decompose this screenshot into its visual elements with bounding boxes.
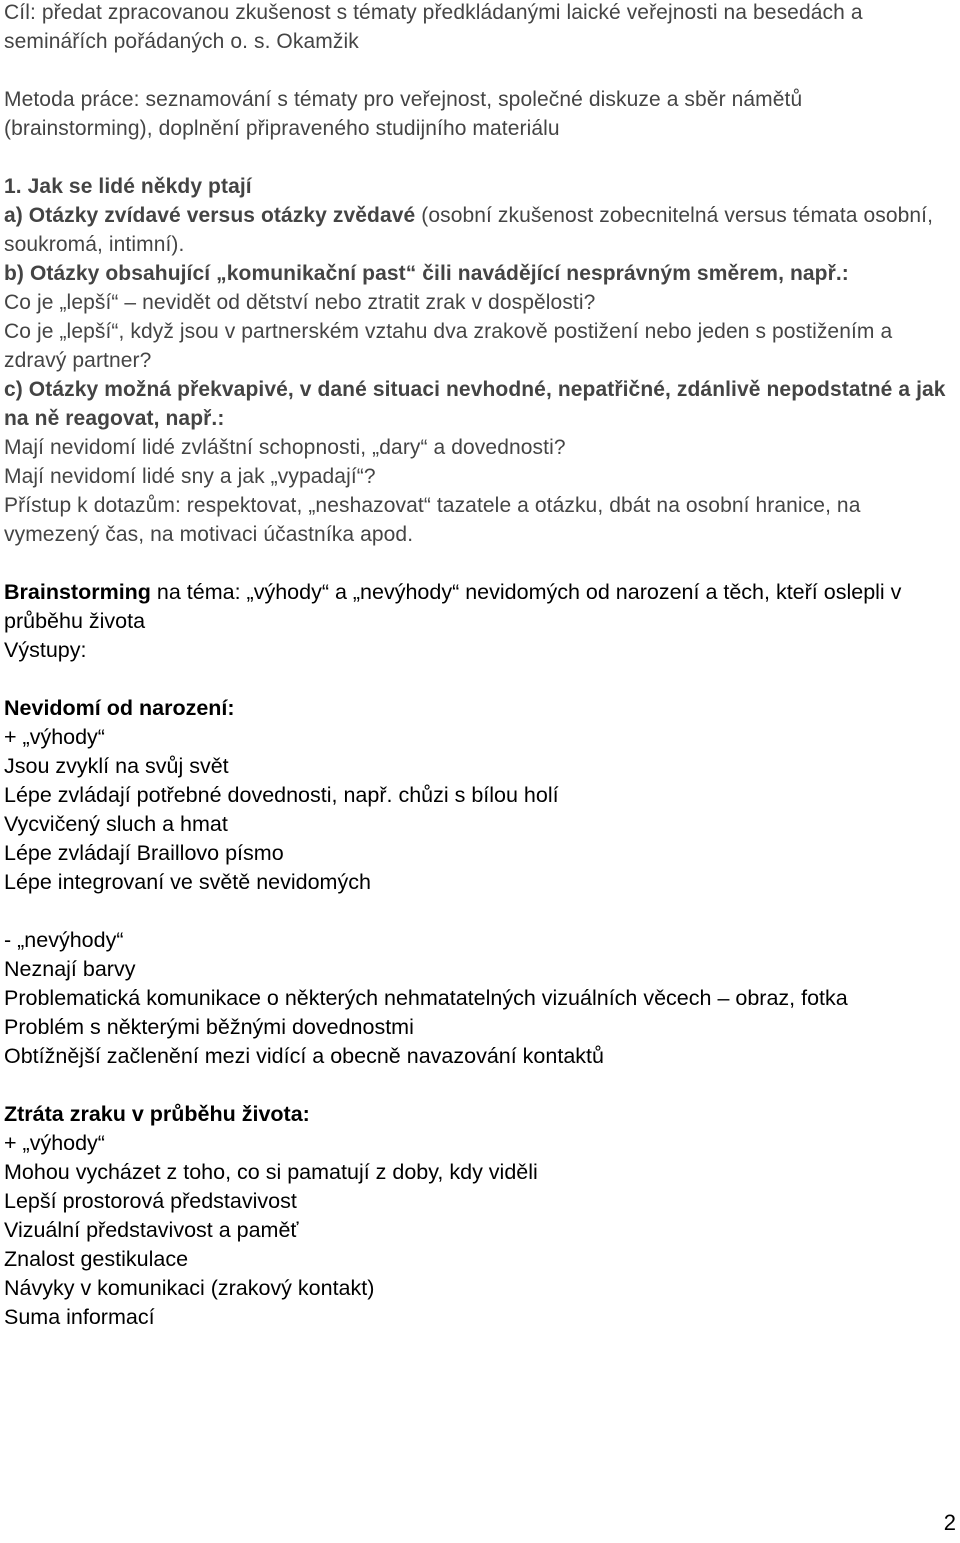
born-blind-disadvantages — [4, 926, 956, 1071]
method-paragraph — [4, 85, 956, 143]
brainstorming-text — [4, 578, 956, 636]
list-item: Jsou zvyklí na svůj svět — [4, 754, 229, 778]
question-type-a-title: a) Otázky zvídavé versus otázky zvědavé — [4, 204, 416, 227]
goal-label: Cíl: — [4, 1, 36, 24]
goal-text: předat zpracovanou zkušenost s tématy předkládanými laické veřejnosti na besedách a seminářích pořádaných o. s. Okamžik — [4, 1, 863, 53]
access-to-questions: Přístup k dotazům: respektovat, „neshazovat“ tazatele a otázku, dbát na osobní hranice, na vymezený čas, na motivaci účastníka apod. — [4, 494, 861, 546]
brainstorming-paragraph — [4, 578, 956, 665]
brainstorming-topic: na téma: „výhody“ a „nevýhody“ nevidomých od narození a těch, kteří oslepli v průběhu života — [4, 580, 902, 633]
list-item: Problematická komunikace o některých nehmatatelných vizuálních věcech – obraz, fotka — [4, 986, 848, 1010]
section-1-heading: 1. Jak se lidé někdy ptají — [4, 175, 252, 198]
question-type-a-text: (osobní zkušenost zobecnitelná versus témata osobní, soukromá, intimní). — [4, 204, 934, 256]
lost-sight-section — [4, 1100, 956, 1332]
question-b-example-1: Co je „lepší“ – nevidět od dětství nebo ztratit zrak v dospělosti? — [4, 291, 596, 314]
question-b-example-2: Co je „lepší“, když jsou v partnerském vztahu dva zrakově postižení nebo jeden s postižením a zdravý partner? — [4, 320, 893, 372]
list-item: Vycvičený sluch a hmat — [4, 812, 228, 836]
question-type-c-title: c) Otázky možná překvapivé, v dané situaci nevhodné, nepatřičné, zdánlivě nepodstatné a jak na ně reagovat, např.: — [4, 378, 946, 430]
section-1 — [4, 172, 956, 549]
question-c-example-1: Mají nevidomí lidé zvláštní schopnosti, „dary“ a dovednosti? — [4, 436, 566, 459]
born-blind-heading: Nevidomí od narození: — [4, 696, 235, 720]
list-item: Obtížnější začlenění mezi vidící a obecně navazování kontaktů — [4, 1044, 604, 1068]
list-item: Lépe integrovaní ve světě nevidomých — [4, 870, 371, 894]
list-item: Lepší prostorová představivost — [4, 1189, 297, 1213]
list-item: Lépe zvládají potřebné dovednosti, např. chůzi s bílou holí — [4, 783, 559, 807]
brainstorming-label: Brainstorming — [4, 580, 151, 604]
list-item: Suma informací — [4, 1305, 155, 1329]
list-item: Znalost gestikulace — [4, 1247, 189, 1271]
lost-sight-advantages-label: + „výhody“ — [4, 1131, 105, 1155]
list-item: Mohou vycházet z toho, co si pamatují z doby, kdy viděli — [4, 1160, 538, 1184]
method-label: Metoda práce: — [4, 88, 140, 111]
list-item: Vizuální představivost a paměť — [4, 1218, 299, 1242]
born-blind-disadvantages-label: - „nevýhody“ — [4, 928, 124, 952]
list-item: Návyky v komunikaci (zrakový kontakt) — [4, 1276, 375, 1300]
question-type-a — [4, 201, 956, 259]
goal-paragraph — [4, 0, 956, 56]
list-item: Neznají barvy — [4, 957, 136, 981]
page-number: 2 — [943, 1510, 956, 1535]
question-c-example-2: Mají nevidomí lidé sny a jak „vypadají“? — [4, 465, 376, 488]
born-blind-advantages-label: + „výhody“ — [4, 725, 105, 749]
method-text: seznamování s tématy pro veřejnost, společné diskuze a sběr námětů (brainstorming), doplnění připraveného studijního materiálu — [4, 88, 803, 140]
question-type-b-title: b) Otázky obsahující „komunikační past“ čili navádějící nesprávným směrem, např.: — [4, 262, 849, 285]
lost-sight-heading: Ztráta zraku v průběhu života: — [4, 1102, 310, 1126]
born-blind-section — [4, 694, 956, 897]
outputs-label: Výstupy: — [4, 638, 87, 662]
list-item: Problém s některými běžnými dovednostmi — [4, 1015, 414, 1039]
list-item: Lépe zvládají Braillovo písmo — [4, 841, 284, 865]
document-page — [4, 0, 956, 1332]
